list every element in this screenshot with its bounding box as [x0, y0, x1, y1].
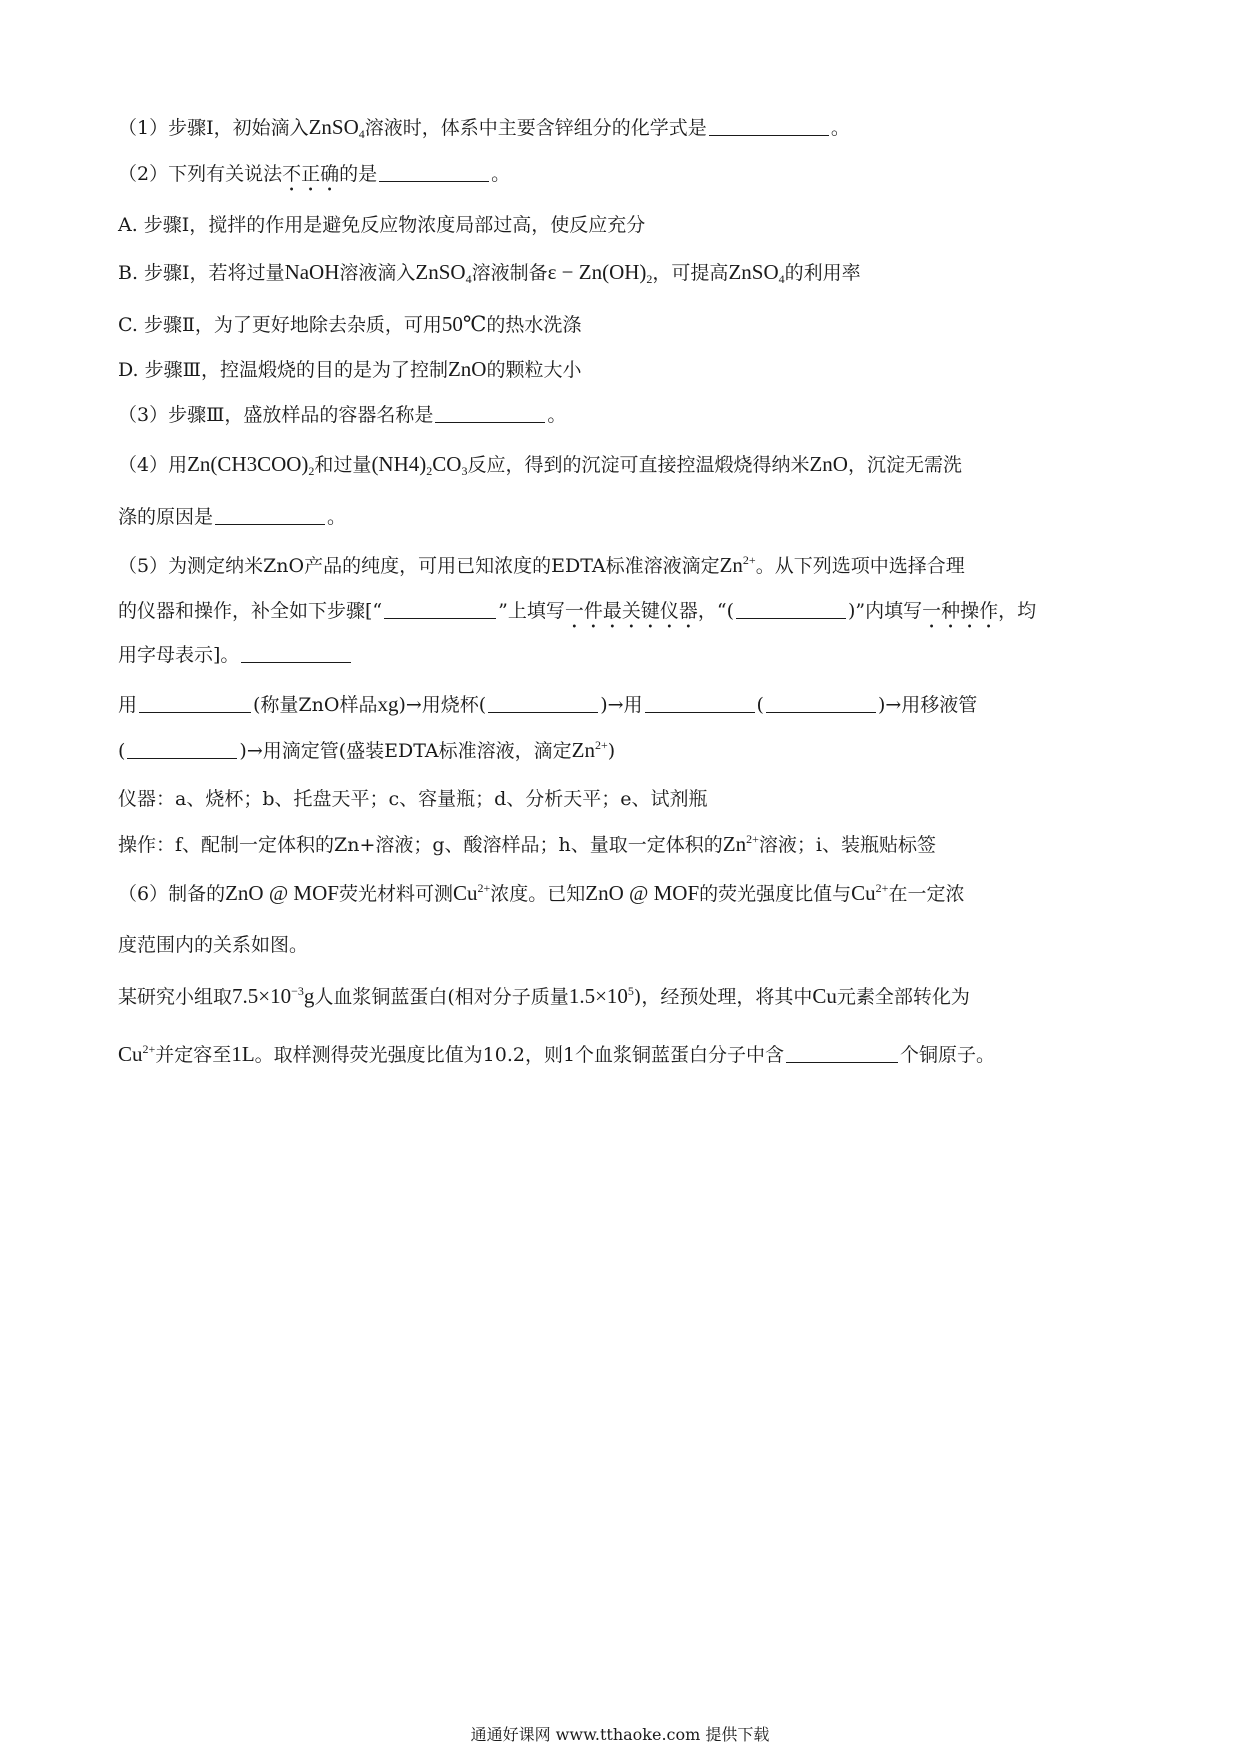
- answer-blank-q2[interactable]: [379, 163, 489, 182]
- step-text-7: (: [118, 740, 126, 762]
- ion-main: Cu: [452, 881, 478, 905]
- option-d: [118, 355, 581, 382]
- q5-step-line-2: [118, 736, 615, 763]
- q2-line: [118, 159, 510, 196]
- q6-text-2: 荧光材料可测: [338, 883, 453, 905]
- q3-end: 。: [547, 404, 567, 426]
- formula-naoh: NaOH: [284, 260, 340, 284]
- q5-text-5: ，“(: [697, 600, 735, 622]
- q5-text-3: 的仪器和操作，补全如下步骤[“: [118, 600, 383, 622]
- option-a-text: A. 步骤Ⅰ，搅拌的作用是避免反应物浓度局部过高，使反应充分: [118, 214, 646, 236]
- q1-line: [118, 113, 850, 142]
- ion-cu2: [453, 881, 490, 905]
- mw-value: 1.5×10: [568, 984, 628, 1008]
- formula-sub: 4: [358, 127, 365, 141]
- step-text-3: )→用烧杯(: [398, 694, 487, 716]
- formula-zinc-acetate: [187, 452, 314, 476]
- ion-zn2: [720, 553, 756, 577]
- mass-exponent: −3: [291, 984, 304, 998]
- q6-text-6: 度范围内的关系如图。: [118, 934, 309, 956]
- ion-main: Zn: [722, 832, 747, 856]
- q4-text-4: ，沉淀无需洗: [847, 454, 962, 476]
- q5-step-line-1: [118, 690, 977, 717]
- formula-ammonium-carbonate: [371, 452, 467, 476]
- ion-main: Cu: [118, 1042, 143, 1066]
- q6-line-3: [118, 982, 970, 1009]
- answer-blank-q4[interactable]: [215, 506, 325, 525]
- q4-text-5: 涤的原因是: [118, 506, 214, 528]
- q6-line-4: [118, 1040, 995, 1067]
- q2-end: 。: [491, 163, 511, 185]
- step-text-6: )→用移液管: [877, 694, 978, 716]
- q6-text-12: 。取样测得荧光强度比值为10.2，则1个血浆铜蓝蛋白分子中含: [254, 1044, 785, 1066]
- q3-text: （3）步骤Ⅲ，盛放样品的容器名称是: [118, 404, 434, 426]
- answer-blank-operation-2[interactable]: [766, 694, 876, 713]
- formula-sub-2: 3: [461, 464, 468, 478]
- ion-main: Zn: [571, 738, 595, 762]
- option-c-text-2: 的热水洗涤: [486, 314, 582, 336]
- step-text-5: (: [756, 694, 764, 716]
- example-blank-2: [736, 600, 846, 619]
- answer-blank-q5[interactable]: [241, 644, 351, 663]
- protein-mass: [232, 984, 314, 1008]
- volume: 1L: [231, 1042, 255, 1066]
- formula-main: (NH4): [371, 452, 427, 476]
- formula-sub: 2: [308, 464, 315, 478]
- ion-charge: 2+: [594, 738, 608, 752]
- ion-charge: 2+: [875, 881, 889, 895]
- formula-main: ε − Zn(OH): [547, 260, 647, 284]
- q5-line-1: [118, 551, 965, 578]
- formula-main: ZnSO: [728, 260, 779, 284]
- q6-end: 个铜原子。: [900, 1044, 996, 1066]
- q5-text-6: )”内填写: [848, 600, 923, 622]
- q6-text-10: 元素全部转化为: [836, 986, 970, 1008]
- formula-znso4: ZnSO: [308, 115, 359, 139]
- q6-text-3: 浓度。已知: [490, 883, 586, 905]
- operation-list: [118, 830, 936, 857]
- step-text: 用: [118, 694, 138, 716]
- temperature: 50℃: [441, 312, 487, 336]
- q1-text: （1）步骤Ⅰ，初始滴入: [118, 117, 309, 139]
- ion-charge: 2+: [477, 881, 491, 895]
- option-a: [118, 210, 645, 237]
- footer-text: 通通好课网 www.tthaoke.com 提供下载: [470, 1725, 770, 1744]
- instrument-list: [118, 784, 708, 811]
- step-text-9: ): [607, 740, 616, 762]
- q1-end: 。: [830, 117, 850, 139]
- q5-text-4: ”上填写: [498, 600, 565, 622]
- ion-charge: 2+: [142, 1042, 156, 1056]
- q2-text-2: 的是: [339, 163, 378, 185]
- q4-line-1: [118, 450, 962, 479]
- ion-zn2: [723, 832, 759, 856]
- q5-text-8: 用字母表示]。: [118, 644, 240, 666]
- ion-main: Cu: [851, 881, 876, 905]
- option-d-text: D. 步骤Ⅲ，控温煅烧的目的是为了控制: [118, 359, 448, 381]
- mw-exponent: 5: [627, 984, 634, 998]
- q5-emphasis-1: 一件最关键仪器: [564, 600, 698, 622]
- option-d-text-2: 的颗粒大小: [486, 359, 582, 381]
- q6-text-11: 并定容至: [155, 1044, 232, 1066]
- formula-sub: 2: [646, 272, 653, 286]
- formula-znso4-b1: [415, 260, 471, 284]
- ion-main: Zn: [719, 553, 743, 577]
- material-zno-mof: ZnO @ MOF: [225, 881, 339, 905]
- formula-main: ZnSO: [415, 260, 466, 284]
- molecular-weight: [569, 984, 634, 1008]
- q5-emphasis-2: 一种操作: [922, 600, 999, 622]
- q6-text-5: 在一定浓: [888, 883, 965, 905]
- formula-main: Zn(CH3COO): [187, 452, 309, 476]
- option-c: [118, 310, 581, 337]
- ion-charge: 2+: [746, 832, 759, 846]
- option-c-text: C. 步骤Ⅱ，为了更好地除去杂质，可用: [118, 314, 442, 336]
- formula-znso4-b2: [728, 260, 784, 284]
- sample-mass: xg: [377, 692, 399, 716]
- instrument-list-text: 仪器：a、烧杯；b、托盘天平；c、容量瓶；d、分析天平；e、试剂瓶: [118, 788, 708, 810]
- ion-zn2: [572, 738, 608, 762]
- ion-cu2-2: [851, 881, 888, 905]
- option-b-text-3: 溶液制备: [471, 262, 548, 284]
- step-text-4: )→用: [600, 694, 643, 716]
- q5-line-2: [118, 596, 1036, 633]
- formula-sub: 4: [465, 272, 472, 286]
- option-b-text: B. 步骤Ⅰ，若将过量: [118, 262, 285, 284]
- q6-text-8: 人血浆铜蓝蛋白(相对分子质量: [314, 986, 569, 1008]
- option-b: [118, 258, 861, 287]
- q4-text-2: 和过量: [314, 454, 372, 476]
- formula-zno: ZnO: [447, 357, 487, 381]
- option-b-text-4: ，可提高: [652, 262, 729, 284]
- formula-zn-oh: [548, 260, 653, 284]
- q4-line-2: [118, 502, 346, 529]
- formula-main-2: CO: [432, 452, 462, 476]
- operation-list-text-2: 溶液；i、装瓶贴标签: [758, 834, 936, 856]
- q6-text-4: 的荧光强度比值与: [699, 883, 852, 905]
- q6-text-9: )，经预处理，将其中: [633, 986, 813, 1008]
- q6-line-2: [118, 930, 308, 957]
- formula-sub: 4: [778, 272, 785, 286]
- answer-blank-q3[interactable]: [435, 404, 545, 423]
- q5-text-7: ，均: [998, 600, 1037, 622]
- q5-text: （5）为测定纳米ZnO产品的纯度，可用已知浓度的EDTA标准溶液滴定: [118, 555, 720, 577]
- operation-list-text: 操作：f、配制一定体积的Zn+溶液；g、酸溶样品；h、量取一定体积的: [118, 834, 723, 856]
- answer-blank-operation-3[interactable]: [127, 740, 237, 759]
- ion-cu2-3: [118, 1042, 155, 1066]
- option-b-text-5: 的利用率: [784, 262, 861, 284]
- q3-line: [118, 400, 566, 427]
- q6-text-7: 某研究小组取: [118, 986, 233, 1008]
- answer-blank-instrument-1[interactable]: [139, 694, 251, 713]
- page-footer: [0, 1722, 1240, 1745]
- answer-blank-operation-1[interactable]: [488, 694, 598, 713]
- q5-text-2: 。从下列选项中选择合理: [755, 555, 965, 577]
- formula-sub: 2: [426, 464, 433, 478]
- q4-text-3: 反应，得到的沉淀可直接控温煅烧得纳米: [467, 454, 810, 476]
- q4-end: 。: [327, 506, 347, 528]
- step-text-8: )→用滴定管(盛装EDTA标准溶液，滴定: [239, 740, 572, 762]
- q1-formula: [309, 115, 365, 139]
- option-b-text-2: 溶液滴入: [339, 262, 416, 284]
- mass-unit: g: [303, 984, 315, 1008]
- q6-text: （6）制备的: [118, 883, 226, 905]
- q6-line-1: [118, 879, 964, 906]
- q1-text-2: 溶液时，体系中主要含锌组分的化学式是: [364, 117, 707, 139]
- q4-text: （4）用: [118, 454, 188, 476]
- mass-value: 7.5×10: [232, 984, 292, 1008]
- element-cu: Cu: [812, 984, 837, 1008]
- step-text-2: (称量ZnO样品: [253, 694, 378, 716]
- q2-emphasis: 不正确: [282, 163, 340, 185]
- answer-blank-q6[interactable]: [786, 1044, 898, 1063]
- q5-line-3: [118, 640, 353, 667]
- ion-charge: 2+: [742, 553, 756, 567]
- material-zno-mof-2: ZnO @ MOF: [585, 881, 700, 905]
- formula-zno: ZnO: [809, 452, 848, 476]
- answer-blank-instrument-2[interactable]: [645, 694, 755, 713]
- q2-text: （2）下列有关说法: [118, 163, 283, 185]
- example-blank: [384, 600, 496, 619]
- answer-blank-q1[interactable]: [709, 117, 829, 136]
